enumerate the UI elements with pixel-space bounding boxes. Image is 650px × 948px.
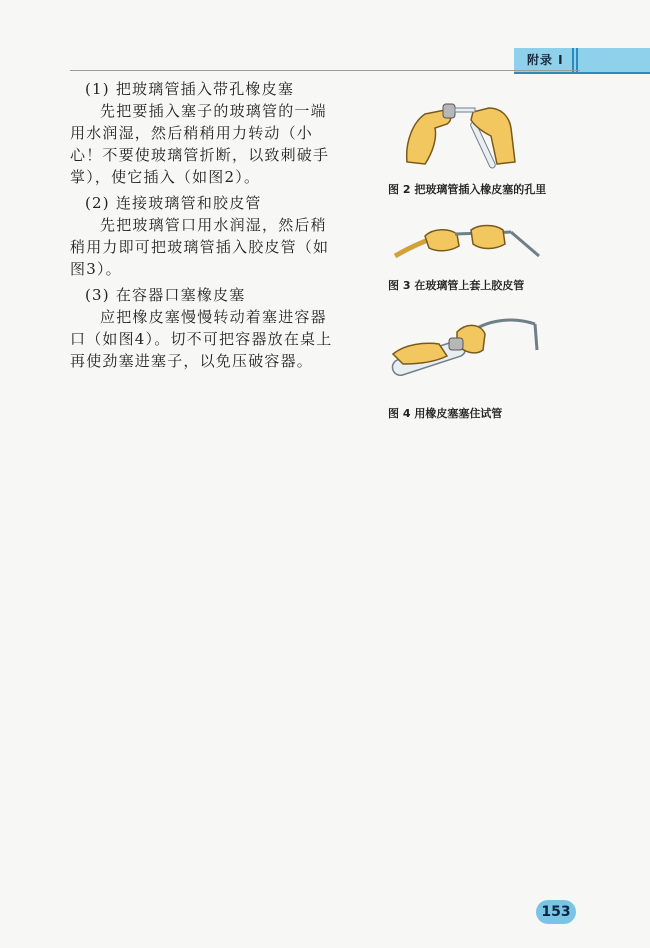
tab-stripe [572, 48, 574, 72]
figure-3-illustration [385, 222, 545, 266]
section-1-heading: (1) 把玻璃管插入带孔橡皮塞 [85, 80, 295, 98]
figure-4-illustration [385, 310, 545, 396]
instruction-text [70, 78, 342, 372]
hands-inserting-tube-icon [385, 92, 545, 170]
appendix-label: 附录 I [527, 53, 564, 67]
section-1-body: 先把要插入塞子的玻璃管的一端用水润湿，然后稍稍用力转动（小心！不要使玻璃管折断，以致刺破手掌），使它插入（如图2）。 [70, 102, 330, 186]
page-number: 153 [536, 900, 576, 924]
figure-3-caption: 图 3 在玻璃管上套上胶皮管 [388, 279, 525, 292]
header-rule [70, 70, 580, 71]
section-3-heading: (3) 在容器口塞橡皮塞 [85, 286, 246, 304]
figure-2-illustration [385, 92, 545, 170]
figure-4-caption: 图 4 用橡皮塞塞住试管 [388, 407, 503, 420]
hands-fitting-hose-icon [385, 222, 545, 266]
figure-2-caption: 图 2 把玻璃管插入橡皮塞的孔里 [388, 183, 547, 196]
hands-stoppering-test-tube-icon [385, 310, 545, 396]
section-2-heading: (2) 连接玻璃管和胶皮管 [85, 194, 262, 212]
section-2-body: 先把玻璃管口用水润湿，然后稍稍用力即可把玻璃管插入胶皮管（如图3）。 [70, 216, 330, 278]
tab-stripe [576, 48, 578, 72]
section-3-body: 应把橡皮塞慢慢转动着塞进容器口（如图4）。切不可把容器放在桌上再使劲塞进塞子，以免压破容器。 [70, 308, 333, 370]
